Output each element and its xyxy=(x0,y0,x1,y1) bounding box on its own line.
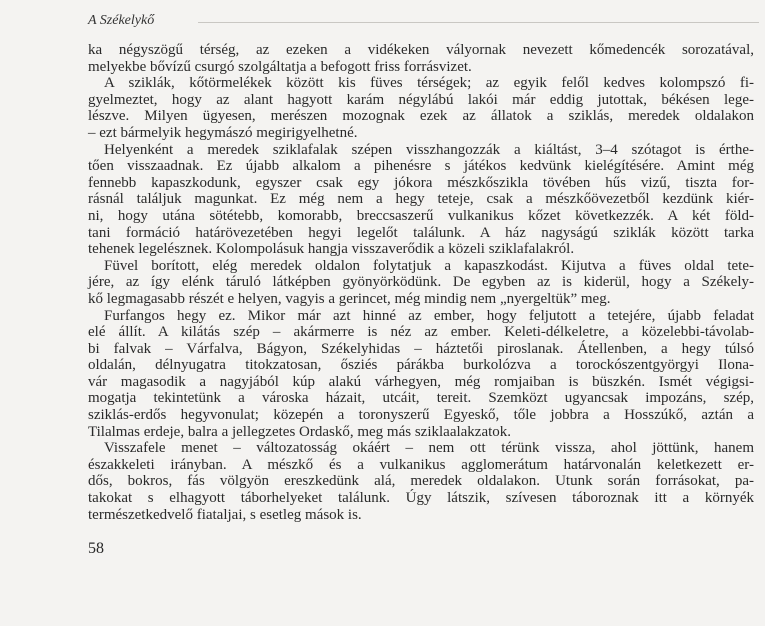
text-line: Füvel borított, elég meredek oldalon folytatjuk a kapaszkodást. Kijutva a füves oldal tete- xyxy=(104,257,754,274)
text-line: gyelmeztet, hogy az alant hagyott karám négylábú lakói már eddig jutottak, békésen lege- xyxy=(88,91,754,108)
text-line: tően visszaadnak. Ez újabb alkalom a pihenésre s játékos kedvünk kielégítésére. Amint még xyxy=(88,158,754,175)
text-line: melyekbe bővízű csurgó szolgáltatja a befogott friss forrásvizet. xyxy=(88,58,472,75)
text-line: kő legmagasabb részét e helyen, vagyis a gerincet, még mindig nem „nyergeltük” meg. xyxy=(88,290,611,307)
text-line: vár magasodik a nagyjából kúp alakú várhegyen, még romjaiban is büszkén. Ismét végigsi- xyxy=(88,373,754,390)
text-line: takokat s elhagyott táborhelyeket találunk. Úgy látszik, szívesen táboroznak itt a környék xyxy=(88,490,754,507)
text-line: Furfangos hegy ez. Mikor már azt hinné az ember, hogy feljutott a tetejére, újabb feladat xyxy=(104,307,754,324)
text-line: ka négyszögű térség, az ezeken a vidékeken vályornak nevezett kőmedencék sorozatával, xyxy=(88,42,754,58)
text-line: ni, hogy utána sötétebb, komorabb, breccsaszerű vulkanikus kőzet következzék. A két föld- xyxy=(88,207,754,224)
text-line: sziklás-erdős hegyvonulat; közepén a toronyszerű Egyeskő, tőle jobbra a Hosszúkő, aztán a xyxy=(88,407,754,424)
text-line: dős, bokros, fás völgyön ereszkedünk alá, meredek oldalakon. Utunk során forrásokat, pa- xyxy=(88,473,754,490)
paragraph xyxy=(88,258,754,308)
running-title: A Székelykő xyxy=(88,13,155,28)
text-line: A sziklák, kőtörmelékek között kis füves térségek; az egyik felől kedves kolompszó fi- xyxy=(104,75,754,92)
paragraph xyxy=(88,142,754,258)
paragraph xyxy=(88,42,754,75)
text-line: elé állít. A kilátás szép – akármerre is néz az ember. Keleti-délkeletre, a közelebbi-távolab- xyxy=(88,324,754,341)
text-line: Tilalmas erdeje, balra a jellegzetes Ordaskő, meg más sziklaalakzatok. xyxy=(88,423,512,440)
header-rule xyxy=(198,22,759,23)
text-line: lészve. Milyen ügyesen, merészen mozognak ezek az állatok a sziklás, meredek oldalakon xyxy=(88,108,754,125)
paragraph xyxy=(88,308,754,441)
text-line: természetkedvelő fiataljai, s esetleg mások is. xyxy=(88,506,362,523)
body-text xyxy=(88,42,754,523)
text-line: északkeleti irányban. A mészkő és a vulkanikus agglomerátum határvonalán keletkezett er- xyxy=(88,456,754,473)
text-line: Helyenként a meredek sziklafalak szépen visszhangozzák a kiáltást, 3–4 szótagot is érthe- xyxy=(104,141,754,158)
text-line: rásnál találjuk magunkat. Ez még nem a hegy teteje, csak a mészkőövezetből kezdünk kiér- xyxy=(88,191,754,208)
paragraph xyxy=(88,75,754,141)
text-line: tehenek legelésznek. Kolompolásuk hangja visszaverődik a közeli sziklafalakról. xyxy=(88,241,575,258)
page-number: 58 xyxy=(88,540,104,557)
text-line: jére, az így elénk táruló látképben gyönyörködünk. De egyben az is kiderül, hogy a Székely- xyxy=(88,274,754,291)
text-line: tani formáció határövezetében hegyi legelőt találunk. A ház nagyságú sziklák között tarka xyxy=(88,224,754,241)
text-line: bi falvak – Várfalva, Bágyon, Székelyhidas – háztetői piroslanak. Átellenben, a hegy túlsó xyxy=(88,340,754,357)
text-line: Visszafele menet – változatosság okáért – nem ott térünk vissza, ahol jöttünk, hanem xyxy=(104,440,754,457)
text-line: oldalán, délnyugatra titokzatosan, ősziés párákba burkolózva a torockószentgyörgyi Ilona- xyxy=(88,357,754,374)
text-line: mogatja tekintetünk a városka házait, utcáit, tereit. Szemközt ugyancsak impozáns, szép, xyxy=(88,390,754,407)
text-line: – ezt bármelyik hegymászó megirigyelhetné. xyxy=(88,124,358,141)
paragraph xyxy=(88,440,754,523)
text-line: fennebb kapaszkodunk, egyszer csak egy jókora mészkőszikla tövében hűs vizű, tiszta for- xyxy=(88,174,754,191)
